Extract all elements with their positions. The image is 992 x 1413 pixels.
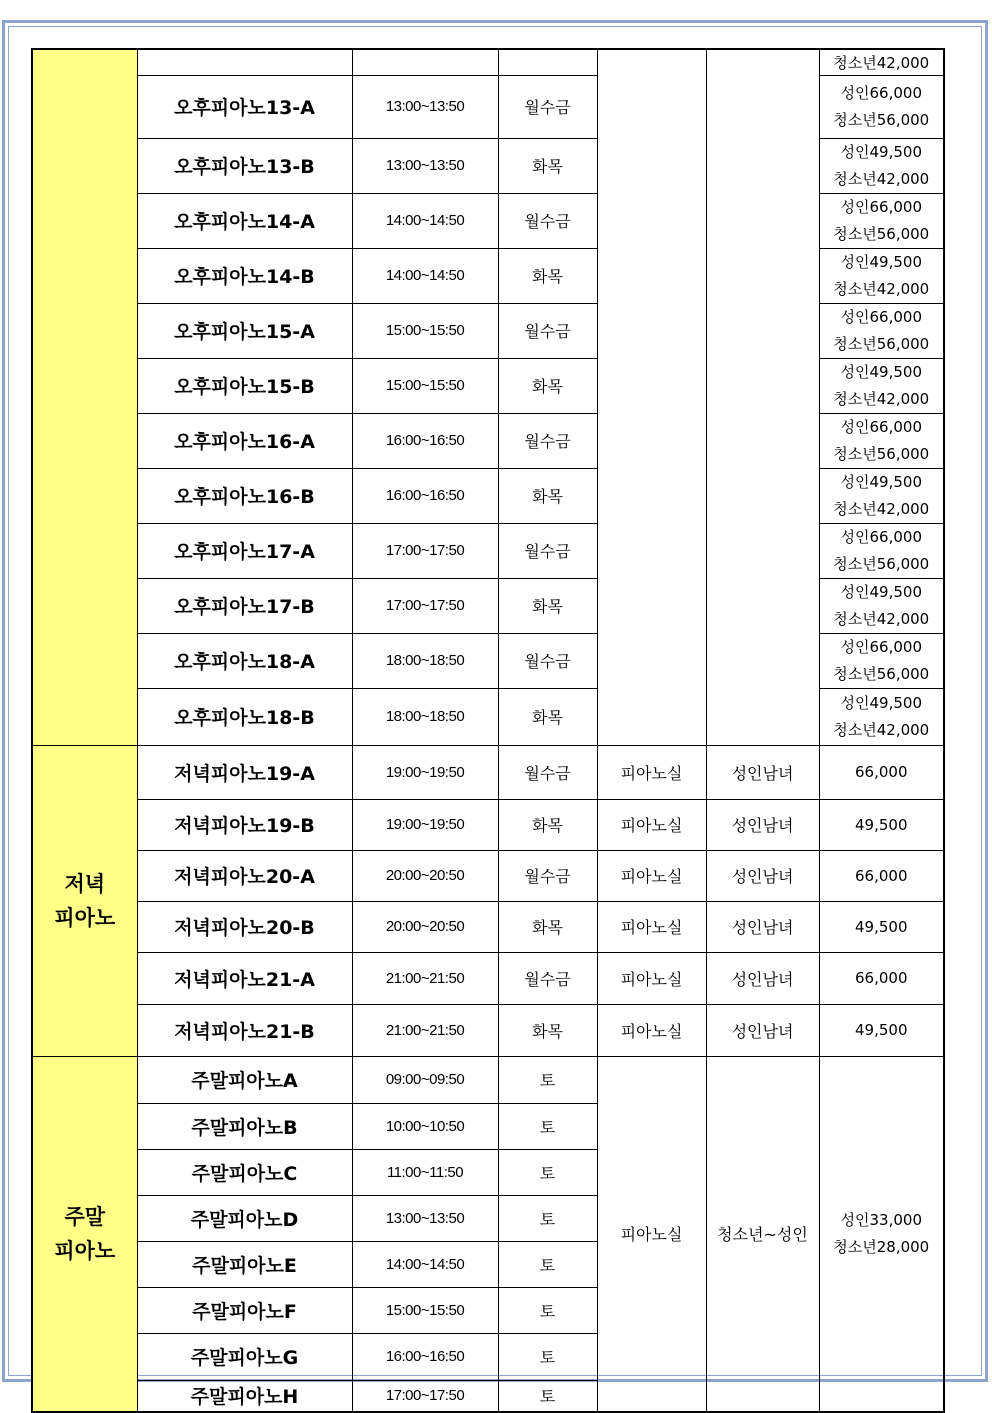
class-days: 월수금 — [498, 633, 597, 688]
class-days: 화목 — [498, 578, 597, 633]
class-fee — [819, 468, 944, 523]
class-days: 화목 — [498, 468, 597, 523]
table-row — [32, 850, 944, 901]
class-days: 화목 — [498, 799, 597, 850]
fee-adult: 성인33,000 — [840, 1210, 922, 1229]
table-row — [32, 745, 944, 799]
fee-youth: 청소년56,000 — [833, 110, 930, 129]
table-row — [32, 952, 944, 1004]
class-days: 토 — [498, 1333, 597, 1380]
fee-adult: 성인66,000 — [840, 417, 922, 436]
piano-class-schedule-table — [31, 48, 945, 1413]
class-days: 토 — [498, 1056, 597, 1103]
class-name: 오후피아노13-B — [137, 138, 352, 193]
class-time: 13:00~13:50 — [352, 138, 498, 193]
fee-adult: 성인66,000 — [840, 307, 922, 326]
class-time: 19:00~19:50 — [352, 745, 498, 799]
class-name: 오후피아노15-A — [137, 303, 352, 358]
class-days: 토 — [498, 1287, 597, 1333]
class-days: 월수금 — [498, 75, 597, 138]
fee-youth: 청소년56,000 — [833, 554, 930, 573]
fee-youth: 청소년42,000 — [833, 609, 930, 628]
class-time: 13:00~13:50 — [352, 75, 498, 138]
class-time: 21:00~21:50 — [352, 952, 498, 1004]
class-fee — [819, 688, 944, 745]
class-days: 화목 — [498, 248, 597, 303]
class-days: 월수금 — [498, 413, 597, 468]
class-name — [137, 49, 352, 75]
class-name: 오후피아노17-A — [137, 523, 352, 578]
class-target: 성인남녀 — [706, 1004, 819, 1056]
class-room: 피아노실 — [597, 952, 706, 1004]
category-line2: 피아노 — [54, 905, 116, 930]
class-time: 19:00~19:50 — [352, 799, 498, 850]
class-days: 토 — [498, 1241, 597, 1287]
class-time: 17:00~17:50 — [352, 578, 498, 633]
fee-youth: 청소년28,000 — [833, 1237, 930, 1256]
fee-adult: 성인49,500 — [840, 693, 922, 712]
fee-youth: 청소년42,000 — [833, 279, 930, 298]
fee-adult: 성인66,000 — [840, 637, 922, 656]
class-time: 20:00~20:50 — [352, 901, 498, 952]
class-fee — [819, 413, 944, 468]
class-fee: 청소년42,000 — [819, 49, 944, 75]
fee-youth: 청소년42,000 — [833, 499, 930, 518]
fee-adult: 성인49,500 — [840, 582, 922, 601]
class-name: 저녁피아노20-B — [137, 901, 352, 952]
class-room: 피아노실 — [597, 1056, 706, 1412]
fee-adult: 성인66,000 — [840, 197, 922, 216]
class-name: 주말피아노G — [137, 1333, 352, 1380]
fee-youth: 청소년56,000 — [833, 664, 930, 683]
class-time: 18:00~18:50 — [352, 688, 498, 745]
fee-youth: 청소년56,000 — [833, 444, 930, 463]
category-cell-afternoon — [32, 49, 137, 745]
category-line1: 저녁 — [64, 871, 106, 896]
class-fee: 66,000 — [819, 952, 944, 1004]
class-days: 토 — [498, 1380, 597, 1412]
class-time: 11:00~11:50 — [352, 1149, 498, 1195]
class-time: 13:00~13:50 — [352, 1195, 498, 1241]
class-fee: 49,500 — [819, 1004, 944, 1056]
class-target: 청소년~성인 — [706, 1056, 819, 1412]
class-time: 20:00~20:50 — [352, 850, 498, 901]
class-room: 피아노실 — [597, 799, 706, 850]
class-name: 저녁피아노19-B — [137, 799, 352, 850]
class-fee — [819, 633, 944, 688]
class-name: 주말피아노H — [137, 1380, 352, 1412]
class-name: 오후피아노15-B — [137, 358, 352, 413]
category-line1: 주말 — [64, 1204, 106, 1229]
class-time: 14:00~14:50 — [352, 1241, 498, 1287]
table-row — [32, 49, 944, 75]
class-time: 14:00~14:50 — [352, 193, 498, 248]
class-fee: 66,000 — [819, 850, 944, 901]
class-time: 21:00~21:50 — [352, 1004, 498, 1056]
class-fee: 49,500 — [819, 901, 944, 952]
class-fee — [819, 1056, 944, 1412]
class-name: 주말피아노B — [137, 1103, 352, 1149]
class-time: 16:00~16:50 — [352, 413, 498, 468]
table-row — [32, 901, 944, 952]
fee-youth: 청소년56,000 — [833, 334, 930, 353]
class-name: 오후피아노16-A — [137, 413, 352, 468]
class-target: 성인남녀 — [706, 799, 819, 850]
class-days: 월수금 — [498, 193, 597, 248]
class-days: 화목 — [498, 688, 597, 745]
fee-youth: 청소년42,000 — [833, 169, 930, 188]
class-name: 주말피아노D — [137, 1195, 352, 1241]
class-time: 14:00~14:50 — [352, 248, 498, 303]
class-days — [498, 49, 597, 75]
category-line2: 피아노 — [54, 1238, 116, 1263]
class-time: 15:00~15:50 — [352, 303, 498, 358]
fee-adult: 성인66,000 — [840, 83, 922, 102]
fee-adult: 성인49,500 — [840, 142, 922, 161]
class-time: 15:00~15:50 — [352, 358, 498, 413]
class-time: 09:00~09:50 — [352, 1056, 498, 1103]
class-name: 오후피아노14-A — [137, 193, 352, 248]
class-room: 피아노실 — [597, 901, 706, 952]
class-name: 오후피아노18-A — [137, 633, 352, 688]
class-name: 저녁피아노21-A — [137, 952, 352, 1004]
class-name: 오후피아노16-B — [137, 468, 352, 523]
class-name: 주말피아노E — [137, 1241, 352, 1287]
class-fee: 66,000 — [819, 745, 944, 799]
class-fee — [819, 303, 944, 358]
class-name: 저녁피아노19-A — [137, 745, 352, 799]
class-name: 오후피아노13-A — [137, 75, 352, 138]
class-time: 15:00~15:50 — [352, 1287, 498, 1333]
class-fee: 49,500 — [819, 799, 944, 850]
class-target: 성인남녀 — [706, 952, 819, 1004]
class-days: 월수금 — [498, 850, 597, 901]
fee-youth: 청소년42,000 — [833, 389, 930, 408]
class-time: 17:00~17:50 — [352, 523, 498, 578]
class-name: 주말피아노F — [137, 1287, 352, 1333]
class-target: 성인남녀 — [706, 901, 819, 952]
class-fee — [819, 248, 944, 303]
class-time: 10:00~10:50 — [352, 1103, 498, 1149]
table-row — [32, 799, 944, 850]
class-name: 오후피아노17-B — [137, 578, 352, 633]
class-time — [352, 49, 498, 75]
class-name: 저녁피아노20-A — [137, 850, 352, 901]
fee-adult: 성인49,500 — [840, 362, 922, 381]
class-target: 성인남녀 — [706, 745, 819, 799]
class-name: 저녁피아노21-B — [137, 1004, 352, 1056]
class-room: 피아노실 — [597, 745, 706, 799]
class-fee — [819, 75, 944, 138]
class-room: 피아노실 — [597, 850, 706, 901]
category-cell-weekend — [32, 1056, 137, 1412]
room-cell-afternoon — [597, 49, 706, 745]
class-time: 16:00~16:50 — [352, 468, 498, 523]
fee-adult: 성인66,000 — [840, 527, 922, 546]
class-days: 화목 — [498, 1004, 597, 1056]
class-days: 월수금 — [498, 303, 597, 358]
class-days: 토 — [498, 1103, 597, 1149]
table-row — [32, 1056, 944, 1103]
class-days: 월수금 — [498, 523, 597, 578]
class-days: 화목 — [498, 901, 597, 952]
class-fee — [819, 358, 944, 413]
class-time: 18:00~18:50 — [352, 633, 498, 688]
class-days: 토 — [498, 1149, 597, 1195]
class-room: 피아노실 — [597, 1004, 706, 1056]
class-days: 월수금 — [498, 745, 597, 799]
table-row — [32, 1004, 944, 1056]
class-name: 오후피아노18-B — [137, 688, 352, 745]
class-fee — [819, 193, 944, 248]
class-time: 16:00~16:50 — [352, 1333, 498, 1380]
target-cell-afternoon — [706, 49, 819, 745]
class-fee — [819, 578, 944, 633]
fee-adult: 성인49,500 — [840, 252, 922, 271]
class-name: 주말피아노A — [137, 1056, 352, 1103]
fee-youth: 청소년42,000 — [833, 720, 930, 739]
class-fee — [819, 138, 944, 193]
fee-youth: 청소년56,000 — [833, 224, 930, 243]
fee-adult: 성인49,500 — [840, 472, 922, 491]
category-cell-evening — [32, 745, 137, 1056]
class-time: 17:00~17:50 — [352, 1380, 498, 1412]
class-target: 성인남녀 — [706, 850, 819, 901]
class-days: 화목 — [498, 358, 597, 413]
class-name: 주말피아노C — [137, 1149, 352, 1195]
class-days: 화목 — [498, 138, 597, 193]
class-fee — [819, 523, 944, 578]
class-days: 월수금 — [498, 952, 597, 1004]
class-name: 오후피아노14-B — [137, 248, 352, 303]
class-days: 토 — [498, 1195, 597, 1241]
